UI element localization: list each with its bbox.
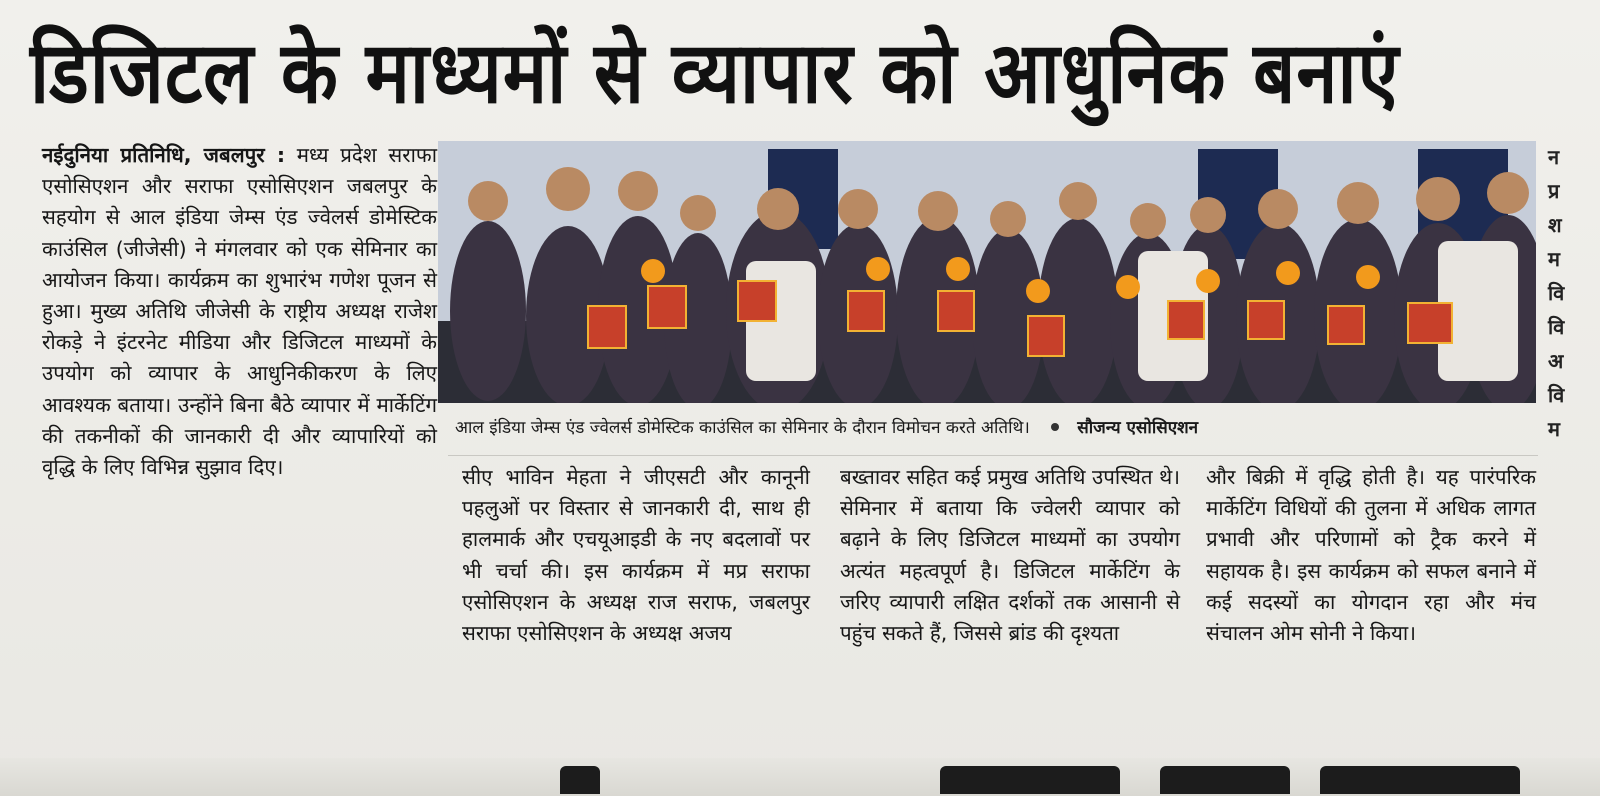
- article-column-1: [42, 140, 437, 483]
- cutoff-glyph: [940, 766, 1120, 794]
- headline: डिजिटल के माध्यमों से व्यापार को आधुनिक बनाएं: [30, 23, 1400, 123]
- edge-letter: प्र: [1548, 179, 1560, 203]
- photo-caption: [455, 413, 1535, 443]
- edge-letter: म: [1548, 417, 1560, 441]
- article-column-4: और बिक्री में वृद्धि होती है। यह पारंपरिक मार्केटिंग विधियों की तुलना में अधिक लागत प्रभावी और परिणामों को ट्रैक करने में सहायक है। इस कार्यक्रम को सफल बनाने में कई सदस्यों का योगदान रहा और मंच संचालन ओम सोनी ने किया।: [1206, 465, 1536, 646]
- photo-illustration: [438, 141, 1536, 403]
- article-column-3: बख्तावर सहित कई प्रमुख अतिथि उपस्थित थे। सेमिनार में बताया कि ज्वेलरी व्यापार को बढ़ाने के लिए डिजिटल माध्यमों का उपयोग अत्यंत महत्वपूर्ण है। डिजिटल मार्केटिंग के जरिए व्यापारी लक्षित दर्शकों तक आसानी से पहुंच सकते हैं, जिससे ब्रांड की दृश्यता: [840, 465, 1180, 646]
- next-article-cutoff: [0, 758, 1600, 796]
- edge-letter: वि: [1548, 383, 1565, 407]
- edge-letter: न: [1548, 145, 1560, 169]
- bullet-icon: [1051, 423, 1059, 431]
- cutoff-glyph: [560, 766, 600, 794]
- edge-letter: वि: [1548, 281, 1565, 305]
- byline: नईदुनिया प्रतिनिधि, जबलपुर :: [42, 143, 286, 167]
- article-column-2: सीए भाविन मेहता ने जीएसटी और कानूनी पहलुओं पर विस्तार से जानकारी दी, साथ ही हालमार्क और एचयूआइडी के नए बदलावों पर भी चर्चा की। इस कार्यक्रम में मप्र सराफा एसोसिएशन के अध्यक्ष राज सराफ, जबलपुर सराफा एसोसिएशन के अध्यक्ष अजय: [462, 465, 810, 646]
- edge-letter: वि: [1548, 315, 1565, 339]
- event-photo: [438, 141, 1536, 403]
- edge-letter: म: [1548, 247, 1560, 271]
- cutoff-glyph: [1320, 766, 1520, 794]
- photo-credit: सौजन्य एसोसिएशन: [1077, 418, 1199, 438]
- caption-divider: [448, 455, 1538, 456]
- column-1-text: मध्य प्रदेश सराफा एसोसिएशन और सराफा एसोसिएशन जबलपुर के सहयोग से आल इंडिया जेम्स एंड ज्वेलर्स डोमेस्टिक काउंसिल (जीजेसी) ने मंगलवार को एक सेमिनार का आयोजन किया। कार्यक्रम का शुभारंभ गणेश पूजन से हुआ। मुख्य अतिथि जीजेसी के राष्ट्रीय अध्यक्ष राजेश रोकड़े ने इंटरनेट मीडिया और डिजिटल माध्यमों के उपयोग को व्यापार के आधुनिकीकरण के लिए आवश्यक बताया। उन्होंने बिना बैठे व्यापार में मार्केटिंग की तकनीकों की जानकारी दी और व्यापारियों को वृद्धि के लिए विभिन्न सुझाव दिए।: [42, 143, 437, 480]
- cutoff-glyph: [1160, 766, 1290, 794]
- adjacent-article-edge: [1548, 140, 1598, 446]
- edge-letter: अ: [1548, 349, 1564, 373]
- caption-text: आल इंडिया जेम्स एंड ज्वेलर्स डोमेस्टिक काउंसिल का सेमिनार के दौरान विमोचन करते अतिथि।: [455, 418, 1030, 438]
- edge-letter: श: [1548, 213, 1562, 237]
